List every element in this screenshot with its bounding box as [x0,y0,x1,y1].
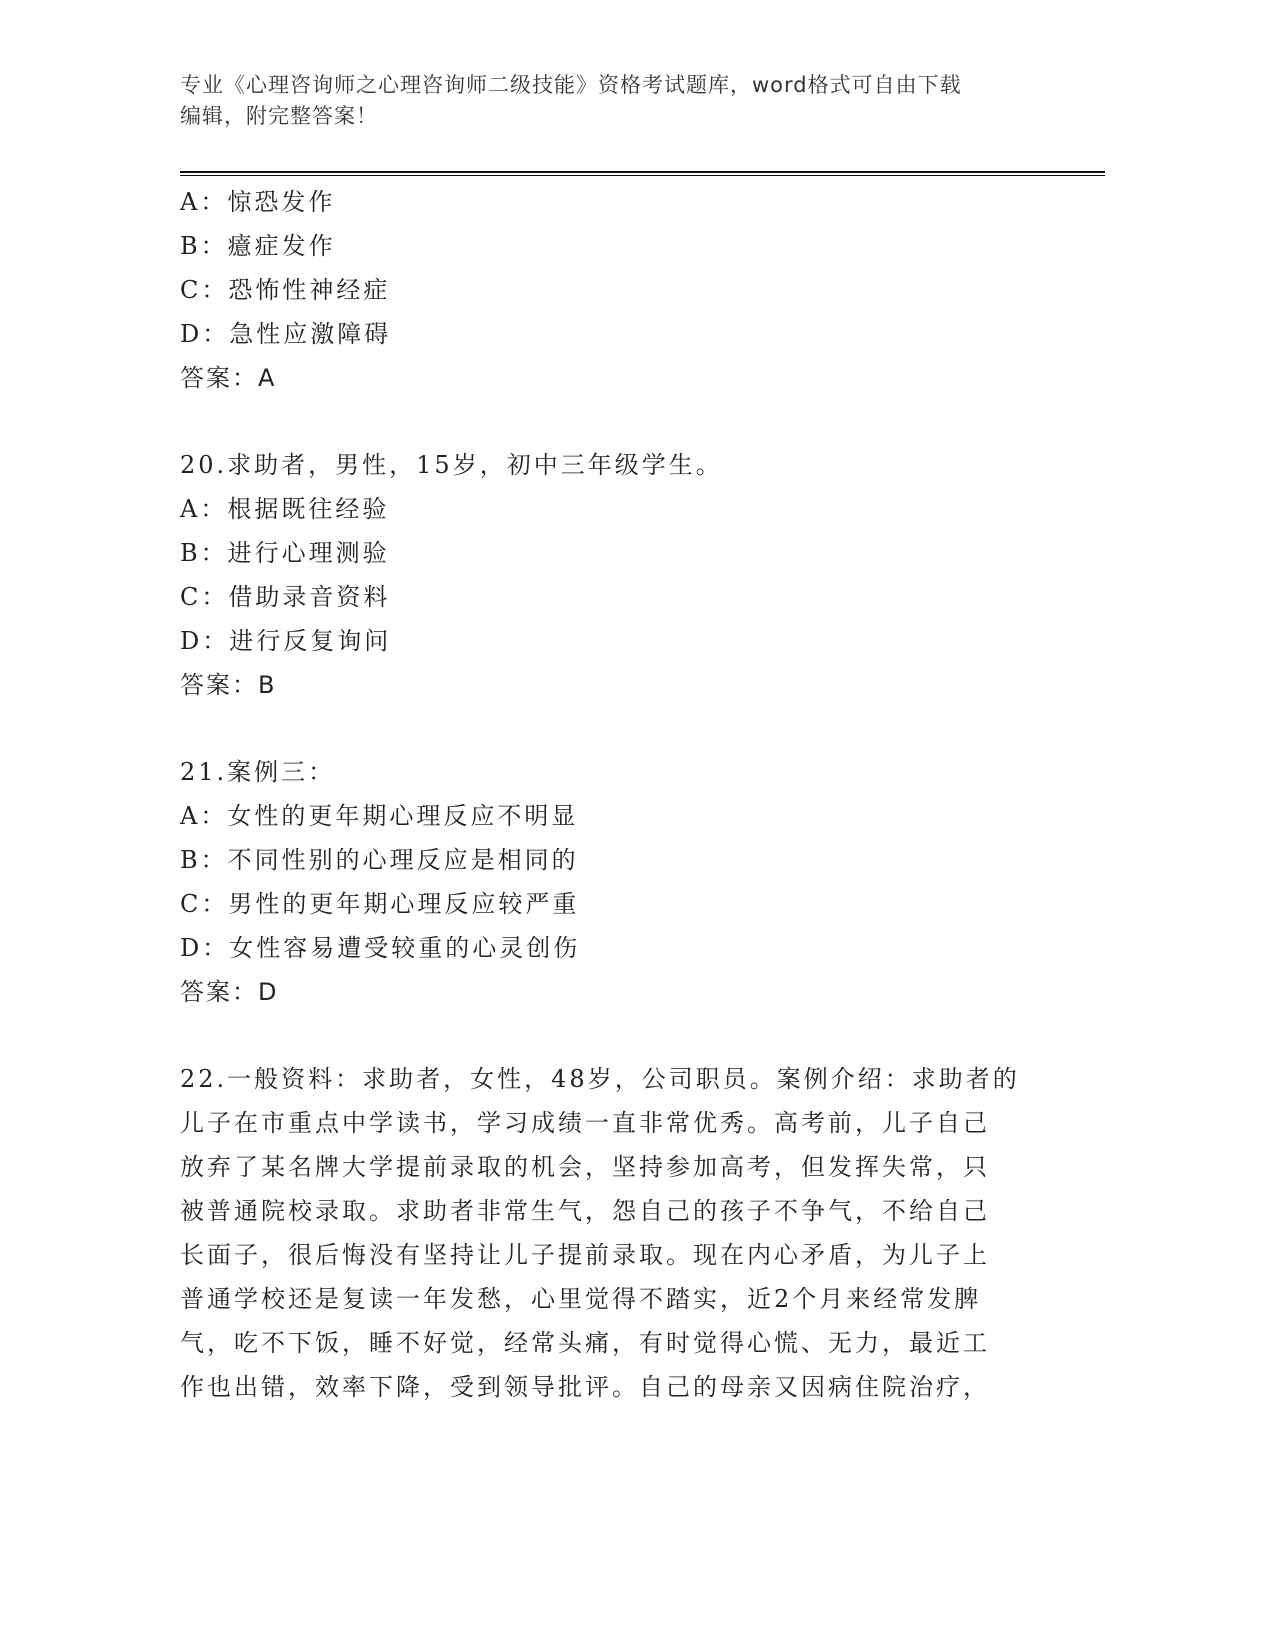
header-line-1: 专业《心理咨询师之心理咨询师二级技能》资格考试题库，word格式可自由下载 [180,73,962,97]
spacer [180,1014,1060,1057]
option-a: A：惊恐发作 [180,188,336,216]
document-header [180,70,1060,132]
option-b: B：进行心理测验 [180,539,390,567]
document-body [180,180,1060,1409]
header-rule-thin [180,175,1105,176]
paragraph-line: 普通学校还是复读一年发愁，心里觉得不踏实，近2个月来经常发脾 [180,1285,982,1313]
question-19 [180,180,1060,400]
option-b: B：不同性别的心理反应是相同的 [180,846,579,874]
option-d: D：进行反复询问 [180,627,392,655]
paragraph-line: 气，吃不下饭，睡不好觉，经常头痛，有时觉得心慌、无力，最近工 [180,1329,990,1357]
paragraph-line: 儿子在市重点中学读书，学习成绩一直非常优秀。高考前，儿子自己 [180,1109,990,1137]
option-a: A：女性的更年期心理反应不明显 [180,802,579,830]
spacer [180,707,1060,750]
answer: 答案：B [180,671,277,699]
option-d: D：女性容易遭受较重的心灵创伤 [180,934,581,962]
paragraph-line: 被普通院校录取。求助者非常生气，怨自己的孩子不争气，不给自己 [180,1197,990,1225]
option-b: B：癔症发作 [180,232,336,260]
paragraph-line: 放弃了某名牌大学提前录取的机会，坚持参加高考，但发挥失常，只 [180,1153,990,1181]
answer: 答案：D [180,978,279,1006]
option-c: C：男性的更年期心理反应较严重 [180,890,580,918]
option-a: A：根据既往经验 [180,495,390,523]
option-c: C：恐怖性神经症 [180,276,391,304]
question-22 [180,1057,1060,1409]
header-rule-thick [180,171,1105,173]
question-title: 21.案例三： [180,758,336,786]
question-title: 20.求助者，男性，15岁，初中三年级学生。 [180,451,723,479]
option-c: C：借助录音资料 [180,583,391,611]
spacer [180,400,1060,443]
paragraph-line: 作也出错，效率下降，受到领导批评。自己的母亲又因病住院治疗， [180,1373,990,1401]
paragraph-line: 长面子，很后悔没有坚持让儿子提前录取。现在内心矛盾，为儿子上 [180,1241,990,1269]
paragraph-line: 22.一般资料：求助者，女性，48岁，公司职员。案例介绍：求助者的 [180,1065,1020,1093]
option-d: D：急性应激障碍 [180,320,392,348]
header-line-2: 编辑，附完整答案！ [180,104,378,128]
answer: 答案：A [180,364,277,392]
question-21 [180,750,1060,1014]
question-20 [180,443,1060,707]
